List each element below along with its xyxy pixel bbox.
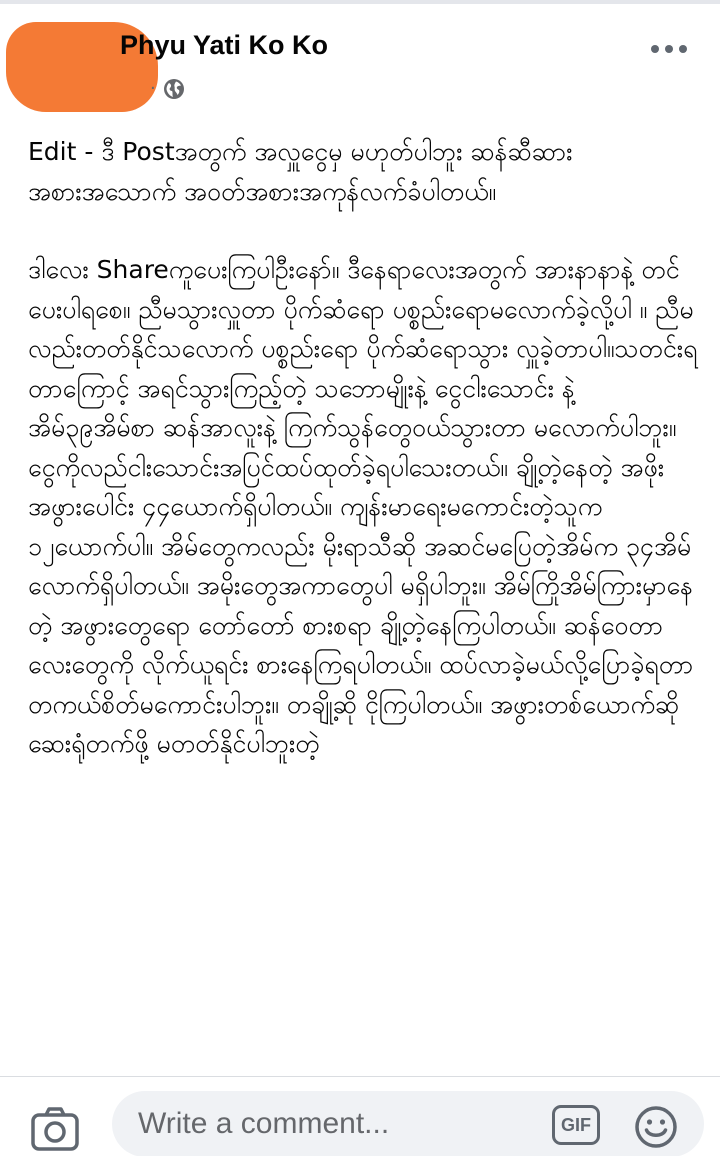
camera-button[interactable] (30, 1103, 82, 1155)
comment-input[interactable] (112, 1091, 704, 1156)
more-horizontal-icon (649, 44, 689, 54)
post-header (0, 4, 720, 114)
emoji-button[interactable] (634, 1105, 678, 1149)
post-text-edit-note: Edit - ဒီ Postအတွက် အလှူငွေမှ မဟုတ်ပါဘူး ဆန်ဆီဆားအစားအသောက် အဝတ်အစားအကုန်လက်ခံပါတယ်။ (28, 137, 573, 206)
paragraph-spacer (28, 211, 700, 250)
post-meta (150, 76, 186, 102)
meta-separator: · (150, 78, 156, 99)
author-name[interactable]: Phyu Yati Ko Ko (120, 30, 329, 60)
more-options-button[interactable] (644, 34, 694, 64)
emoji-icon (634, 1105, 678, 1149)
camera-icon (30, 1103, 82, 1155)
globe-icon[interactable] (162, 77, 186, 101)
comment-composer (0, 1076, 720, 1156)
post-text-main: ဒါလေး Shareကူပေးကြပါဦးနော်။ ဒီနေရာလေးအတွက် အားနာနာနဲ့ တင်ပေးပါရစေ။ ညီမသွားလှူတာ ပိုက်ဆံရော ပစ္စည်းရောမလောက်ခဲ့လို့ပါ ။ ညီမလည်းတတ်နိုင်သလောက် ပစ္စည်းရော ပိုက်ဆံရောသွား လှူခဲ့တာပါ။သတင်းရတာကြောင့် အရင်သွားကြည့်တဲ့ သဘောမျိုးနဲ့ ငွေငါးသောင်း နဲ့ အိမ်၃၉အိမ်စာ ဆန်အာလူးနဲ့ ကြက်သွန်တွေဝယ်သွားတာ မလောက်ပါဘူး။ ငွေကိုလည်ငါးသောင်းအပြင်ထပ်ထုတ်ခဲ့ရပါသေးတယ်။ ချို့တဲ့နေတဲ့ အဖိုးအဖွားပေါင်း ၄၄ယောက်ရှိပါတယ်။ ကျန်းမာရေးမကောင်းတဲ့သူက ၁၂ယောက်ပါ။ အိမ်တွေကလည်း မိုးရာသီဆို အဆင်မပြေတဲ့အိမ်က ၃၄အိမ်လောက်ရှိပါတယ်။ အမိုးတွေအကာတွေပါ မရှိပါဘူး။ အိမ်ကြိုအိမ်ကြားမှာနေတဲ့ အဖွားတွေရော တော်တော် စားစရာ ချို့တဲ့နေကြပါတယ်။ ဆန်ဝေတာလေးတွေကို လိုက်ယူရင်း စားနေကြရပါတယ်။ ထပ်လာခဲ့မယ်လို့ပြောခဲ့ရတာ တကယ်စိတ်မကောင်းပါဘူး။ တချို့ဆို ငိုကြပါတယ်။ အဖွားတစ်ယောက်ဆို ဆေးရုံတက်ဖို့ မတတ်နိုင်ပါဘူးတဲ့ (28, 255, 698, 758)
post-body (28, 132, 700, 1072)
gif-button[interactable]: GIF (552, 1105, 600, 1145)
